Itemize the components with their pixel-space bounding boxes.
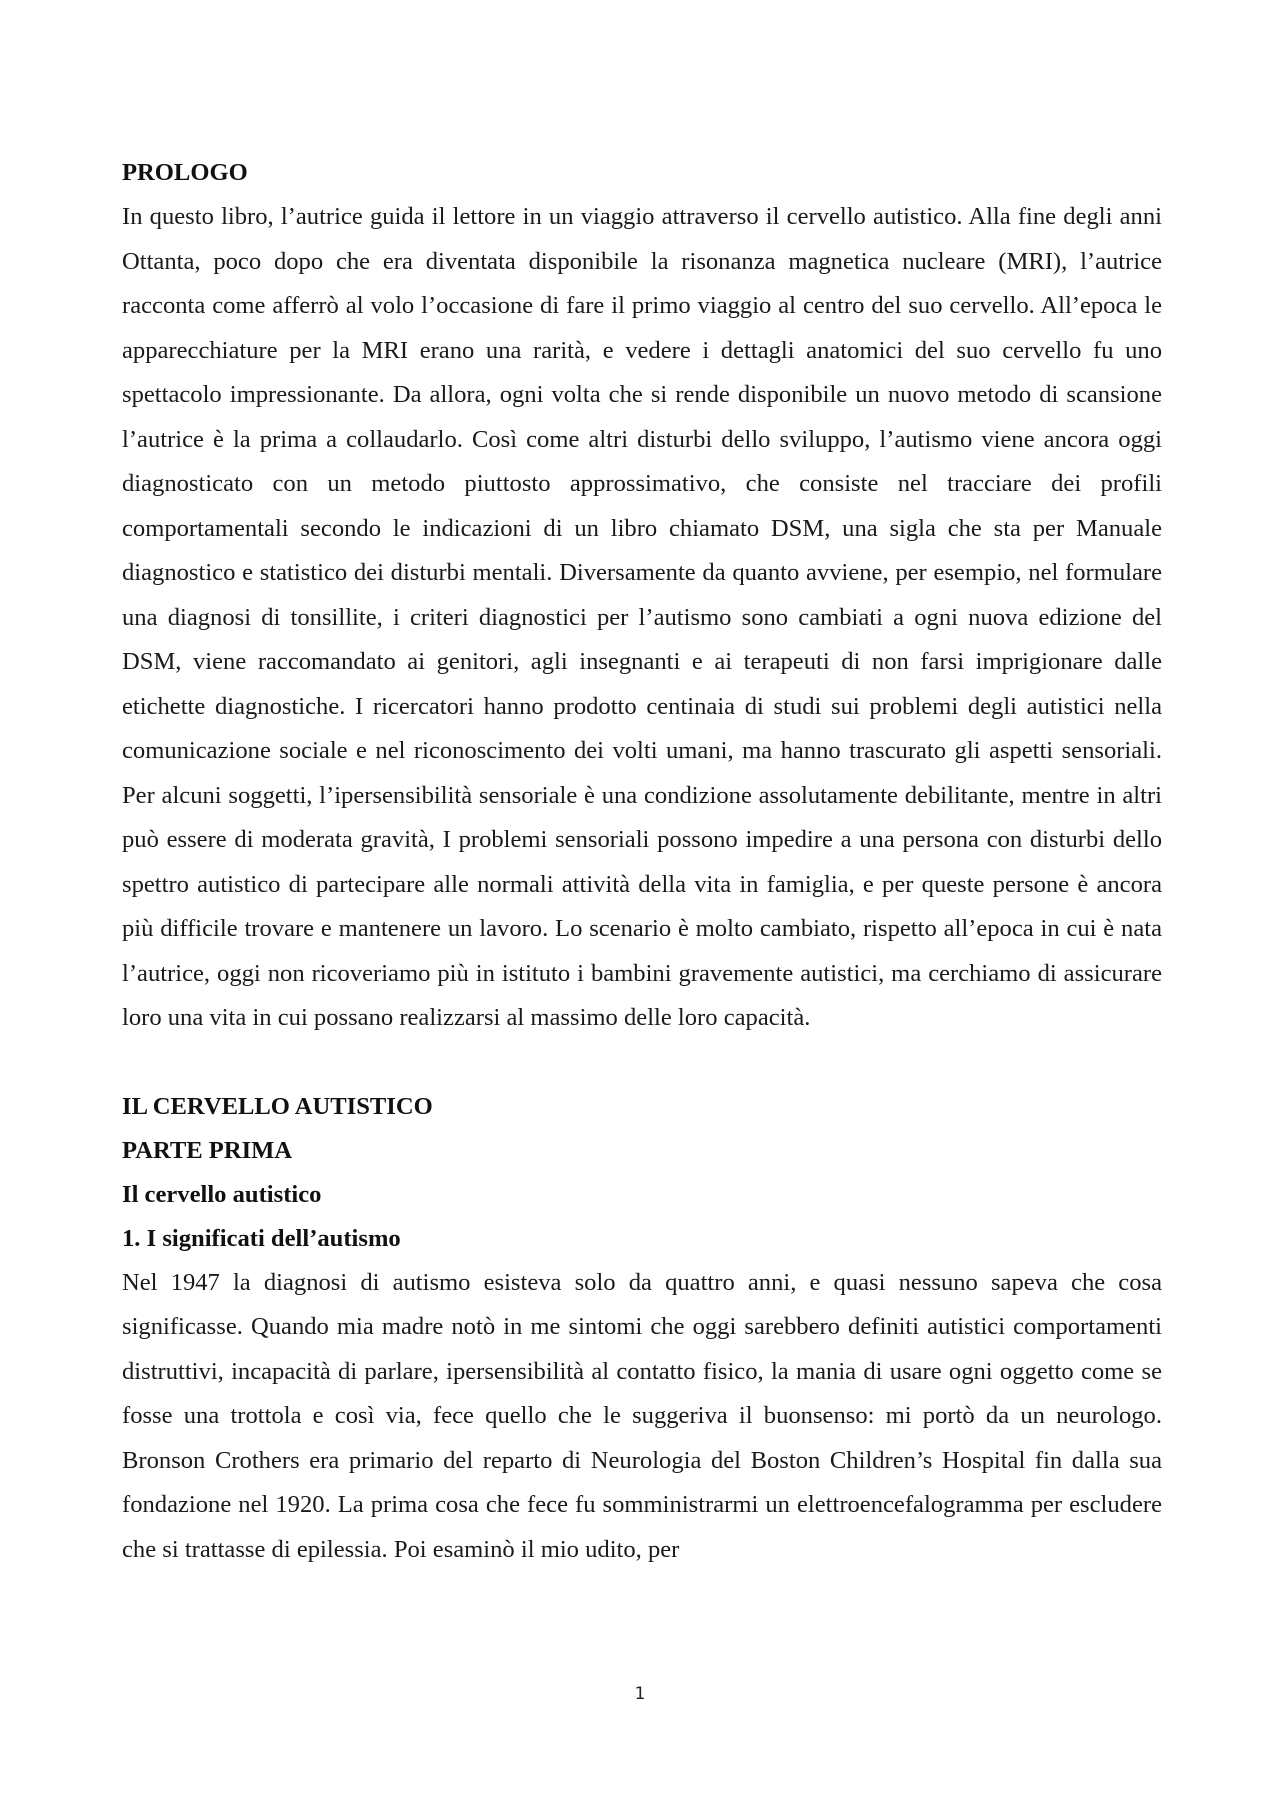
prologue-heading: PROLOGO	[122, 159, 248, 186]
page-number: 1	[634, 1684, 646, 1704]
section-spacer	[122, 1041, 1162, 1085]
chapter-paragraph: Nel 1947 la diagnosi di autismo esisteva solo da quattro anni, e quasi nessuno sapeva che cosa significasse. Quando mia madre notò in me sintomi che oggi sarebbero definiti autistici comportamenti distruttivi, incapacità di parlare, ipersensibilità al contatto fisico, la mania di usare ogni oggetto come se fosse una trottola e così via, fece quello che le suggeriva il buonsenso: mi portò da un neurologo. Bronson Crothers era primario del reparto di Neurologia del Boston Children’s Hospital fin dalla sua fondazione nel 1920. La prima cosa che fece fu somministrarmi un elettroencefalogramma per escludere che si trattasse di epilessia. Poi esaminò il mio udito, per	[122, 1268, 1162, 1563]
prologue-paragraph: In questo libro, l’autrice guida il lettore in un viaggio attraverso il cervello autistico. Alla fine degli anni Ottanta, poco dopo che era diventata disponibile la risonanza magnetica nucleare (MRI), l’autrice racconta come afferrò al volo l’occasione di fare il primo viaggio al centro del suo cervello. All’epoca le apparecchiature per la MRI erano una rarità, e vedere i dettagli anatomici del suo cervello fu uno spettacolo impressionante. Da allora, ogni volta che si rende disponibile un nuovo metodo di scansione l’autrice è la prima a collaudarlo. Così come altri disturbi dello sviluppo, l’autismo viene ancora oggi diagnosticato con un metodo piuttosto approssimativo, che consiste nel tracciare dei profili comportamentali secondo le indicazioni di un libro chiamato DSM, una sigla che sta per Manuale diagnostico e statistico dei disturbi mentali. Diversamente da quanto avviene, per esempio, nel formulare una diagnosi di tonsillite, i criteri diagnostici per l’autismo sono cambiati a ogni nuova edizione del DSM, viene raccomandato ai genitori, agli insegnanti e ai terapeuti di non farsi imprigionare dalle etichette diagnostiche. I ricercatori hanno prodotto centinaia di studi sui problemi degli autistici nella comunicazione sociale e nel riconoscimento dei volti umani, ma hanno trascurato gli aspetti sensoriali. Per alcuni soggetti, l’ipersensibilità sensoriale è una condizione assolutamente debilitante, mentre in altri può essere di moderata gravità, I problemi sensoriali possono impedire a una persona con disturbi dello spettro autistico di partecipare alle normali attività della vita in famiglia, e per queste persone è ancora più difficile trovare e mantenere un lavoro. Lo scenario è molto cambiato, rispetto all’epoca in cui è nata l’autrice, oggi non ricoveriamo più in istituto i bambini gravemente autistici, ma cerchiamo di assicurare loro una vita in cui possano realizzarsi al massimo delle loro capacità.	[122, 203, 1162, 1031]
part-subtitle: Il cervello autistico	[122, 1180, 322, 1208]
book-title: IL CERVELLO AUTISTICO	[122, 1092, 433, 1120]
chapter-title: 1. I significati dell’autismo	[122, 1224, 401, 1252]
part-title: PARTE PRIMA	[122, 1136, 293, 1164]
page-content	[122, 151, 1162, 1572]
